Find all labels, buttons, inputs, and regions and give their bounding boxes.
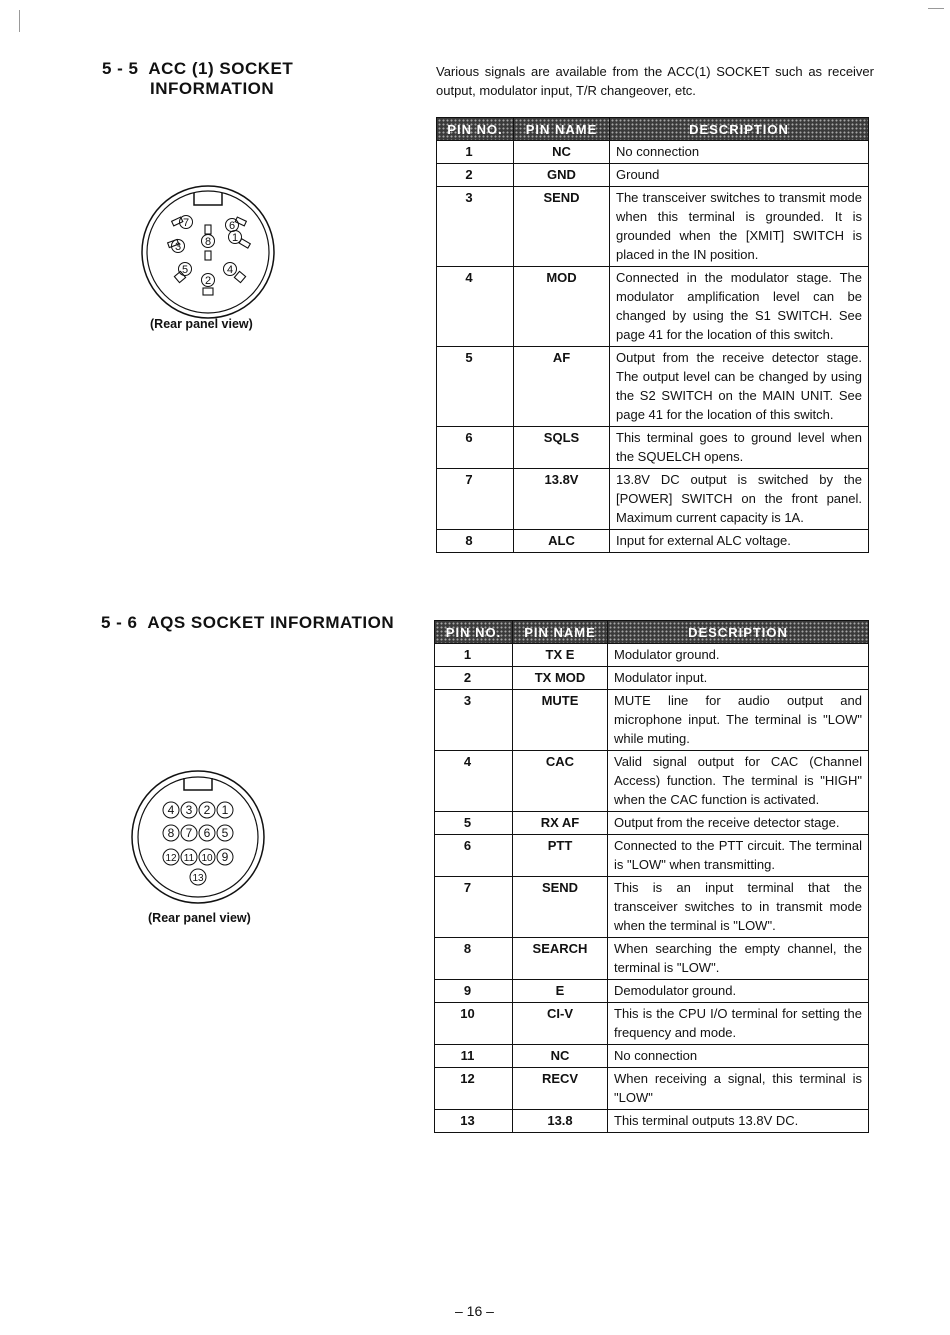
svg-text:3: 3 (185, 803, 193, 817)
pin-number: 2 (435, 667, 513, 690)
table-row (437, 187, 869, 267)
pin-name: 13.8V (514, 469, 610, 530)
svg-text:6: 6 (228, 220, 236, 232)
acc-pin-table (436, 117, 869, 553)
pin-name: SQLS (514, 427, 610, 469)
pin-number: 5 (437, 347, 514, 427)
acc-pin-4 (224, 263, 237, 277)
aqs-pin-table (434, 620, 869, 1133)
table-row (435, 980, 869, 1003)
table-row (435, 1003, 869, 1045)
pin-description: When receiving a signal, this terminal is "LOW" (608, 1068, 869, 1110)
svg-text:1: 1 (231, 232, 239, 244)
svg-text:3: 3 (174, 241, 182, 253)
table-row (437, 267, 869, 347)
pin-name: RECV (513, 1068, 608, 1110)
pin-description: This is an input terminal that the transceiver switches to in transmit mode when the terminal is "LOW". (608, 877, 869, 938)
pin-description: Demodulator ground. (608, 980, 869, 1003)
pin-number: 8 (435, 938, 513, 980)
svg-text:10: 10 (201, 853, 213, 864)
svg-text:9: 9 (221, 850, 229, 864)
aqs-diagram-caption: (Rear panel view) (148, 911, 251, 925)
pin-description: This terminal outputs 13.8V DC. (608, 1110, 869, 1133)
pin-description: When searching the empty channel, the terminal is "LOW". (608, 938, 869, 980)
acc-connector-diagram (140, 185, 280, 320)
acc-diagram-caption: (Rear panel view) (150, 317, 253, 331)
svg-text:11: 11 (183, 853, 195, 864)
svg-text:13: 13 (192, 873, 204, 884)
aqs-pin-10 (199, 849, 215, 865)
pin-number: 6 (435, 835, 513, 877)
svg-text:8: 8 (204, 236, 212, 248)
svg-text:12: 12 (165, 853, 177, 864)
aqs-pin-1 (217, 802, 233, 818)
acc-pin-6 (226, 219, 239, 233)
acc-header-pin-no: PIN NO. (437, 118, 514, 141)
svg-text:5: 5 (221, 826, 229, 840)
svg-text:5: 5 (181, 264, 189, 276)
pin-name: RX AF (513, 812, 608, 835)
aqs-pin-4 (163, 802, 179, 818)
acc-section-title (102, 59, 293, 99)
pin-description: The transceiver switches to transmit mode when this terminal is grounded. It is grounded when the [XMIT] SWITCH is placed in the IN position. (610, 187, 869, 267)
pin-name: SEND (514, 187, 610, 267)
table-row (437, 530, 869, 553)
table-row (435, 877, 869, 938)
pin-description: This is the CPU I/O terminal for setting the frequency and mode. (608, 1003, 869, 1045)
acc-table-header (437, 118, 869, 141)
pin-name: CI-V (513, 1003, 608, 1045)
table-row (435, 751, 869, 812)
pin-number: 7 (437, 469, 514, 530)
table-row (435, 938, 869, 980)
pin-number: 6 (437, 427, 514, 469)
table-row (437, 141, 869, 164)
acc-pin-5 (179, 263, 192, 277)
aqs-table-header (435, 621, 869, 644)
pin-name: ALC (514, 530, 610, 553)
pin-number: 9 (435, 980, 513, 1003)
aqs-pin-11 (181, 849, 197, 865)
aqs-pin-6 (199, 825, 215, 841)
table-row (435, 1110, 869, 1133)
pin-description: Connected in the modulator stage. The modulator amplification level can be changed by using the S1 SWITCH. See page 41 for the location of this switch. (610, 267, 869, 347)
acc-pin-2 (202, 274, 215, 288)
table-row (437, 347, 869, 427)
pin-description: Input for external ALC voltage. (610, 530, 869, 553)
pin-number: 7 (435, 877, 513, 938)
table-row (435, 1068, 869, 1110)
pin-number: 12 (435, 1068, 513, 1110)
pin-number: 1 (435, 644, 513, 667)
pin-number: 13 (435, 1110, 513, 1133)
pin-name: SEND (513, 877, 608, 938)
table-row (435, 835, 869, 877)
pin-description: Valid signal output for CAC (Channel Access) function. The terminal is "HIGH" when the CAC function is activated. (608, 751, 869, 812)
svg-text:2: 2 (204, 275, 212, 287)
pin-name: MUTE (513, 690, 608, 751)
pin-name: CAC (513, 751, 608, 812)
pin-number: 4 (435, 751, 513, 812)
aqs-pin-5 (217, 825, 233, 841)
pin-description: Modulator ground. (608, 644, 869, 667)
pin-description: 13.8V DC output is switched by the [POWER] SWITCH on the front panel. Maximum current capacity is 1A. (610, 469, 869, 530)
scan-mark-top-right (928, 8, 944, 9)
scan-mark-left (19, 10, 20, 32)
svg-text:6: 6 (203, 826, 211, 840)
pin-description: Output from the receive detector stage. (608, 812, 869, 835)
table-row (435, 812, 869, 835)
pin-name: NC (514, 141, 610, 164)
aqs-pin-3 (181, 802, 197, 818)
table-row (435, 667, 869, 690)
svg-text:8: 8 (167, 826, 175, 840)
pin-name: TX MOD (513, 667, 608, 690)
pin-name: 13.8 (513, 1110, 608, 1133)
table-row (435, 1045, 869, 1068)
pin-number: 5 (435, 812, 513, 835)
acc-pin-8 (202, 235, 215, 249)
aqs-pin-9 (217, 849, 233, 865)
pin-name: E (513, 980, 608, 1003)
acc-header-pin-name: PIN NAME (514, 118, 610, 141)
pin-number: 3 (435, 690, 513, 751)
acc-intro-text: Various signals are available from the ACC(1) SOCKET such as receiver output, modulator input, T/R changeover, etc. (436, 64, 874, 98)
pin-description: Connected to the PTT circuit. The terminal is "LOW" when transmitting. (608, 835, 869, 877)
pin-name: SEARCH (513, 938, 608, 980)
pin-name: PTT (513, 835, 608, 877)
aqs-header-description: DESCRIPTION (608, 621, 869, 644)
pin-name: MOD (514, 267, 610, 347)
pin-number: 8 (437, 530, 514, 553)
table-row (437, 164, 869, 187)
pin-name: TX E (513, 644, 608, 667)
aqs-pin-8 (163, 825, 179, 841)
page-number: – 16 – (455, 1303, 494, 1319)
pin-number: 10 (435, 1003, 513, 1045)
aqs-pin-13 (190, 869, 206, 885)
svg-text:1: 1 (221, 803, 229, 817)
table-row (435, 690, 869, 751)
acc-header-description: DESCRIPTION (610, 118, 869, 141)
aqs-connector-diagram (128, 770, 268, 905)
svg-text:4: 4 (167, 803, 175, 817)
aqs-pin-12 (163, 849, 179, 865)
svg-text:2: 2 (203, 803, 211, 817)
pin-description: Output from the receive detector stage. The output level can be changed by using the S2 SWITCH on the MAIN UNIT. See page 41 for the location of this switch. (610, 347, 869, 427)
aqs-pin-7 (181, 825, 197, 841)
pin-description: This terminal goes to ground level when the SQUELCH opens. (610, 427, 869, 469)
pin-description: No connection (610, 141, 869, 164)
pin-number: 11 (435, 1045, 513, 1068)
pin-number: 4 (437, 267, 514, 347)
svg-text:7: 7 (182, 217, 190, 229)
pin-description: MUTE line for audio output and microphone input. The terminal is "LOW" while muting. (608, 690, 869, 751)
svg-text:7: 7 (185, 826, 193, 840)
pin-name: NC (513, 1045, 608, 1068)
pin-number: 2 (437, 164, 514, 187)
table-row (435, 644, 869, 667)
aqs-pin-2 (199, 802, 215, 818)
svg-text:4: 4 (226, 264, 234, 276)
pin-number: 3 (437, 187, 514, 267)
pin-name: AF (514, 347, 610, 427)
aqs-header-pin-no: PIN NO. (435, 621, 513, 644)
pin-description: Ground (610, 164, 869, 187)
pin-description: No connection (608, 1045, 869, 1068)
acc-title-line2: INFORMATION (150, 79, 275, 98)
pin-name: GND (514, 164, 610, 187)
pin-description: Modulator input. (608, 667, 869, 690)
acc-title-line1: 5 - 5 ACC (1) SOCKET (102, 59, 294, 78)
aqs-section-title: 5 - 6 AQS SOCKET INFORMATION (101, 613, 395, 632)
table-row (437, 469, 869, 530)
table-row (437, 427, 869, 469)
pin-number: 1 (437, 141, 514, 164)
aqs-header-pin-name: PIN NAME (513, 621, 608, 644)
